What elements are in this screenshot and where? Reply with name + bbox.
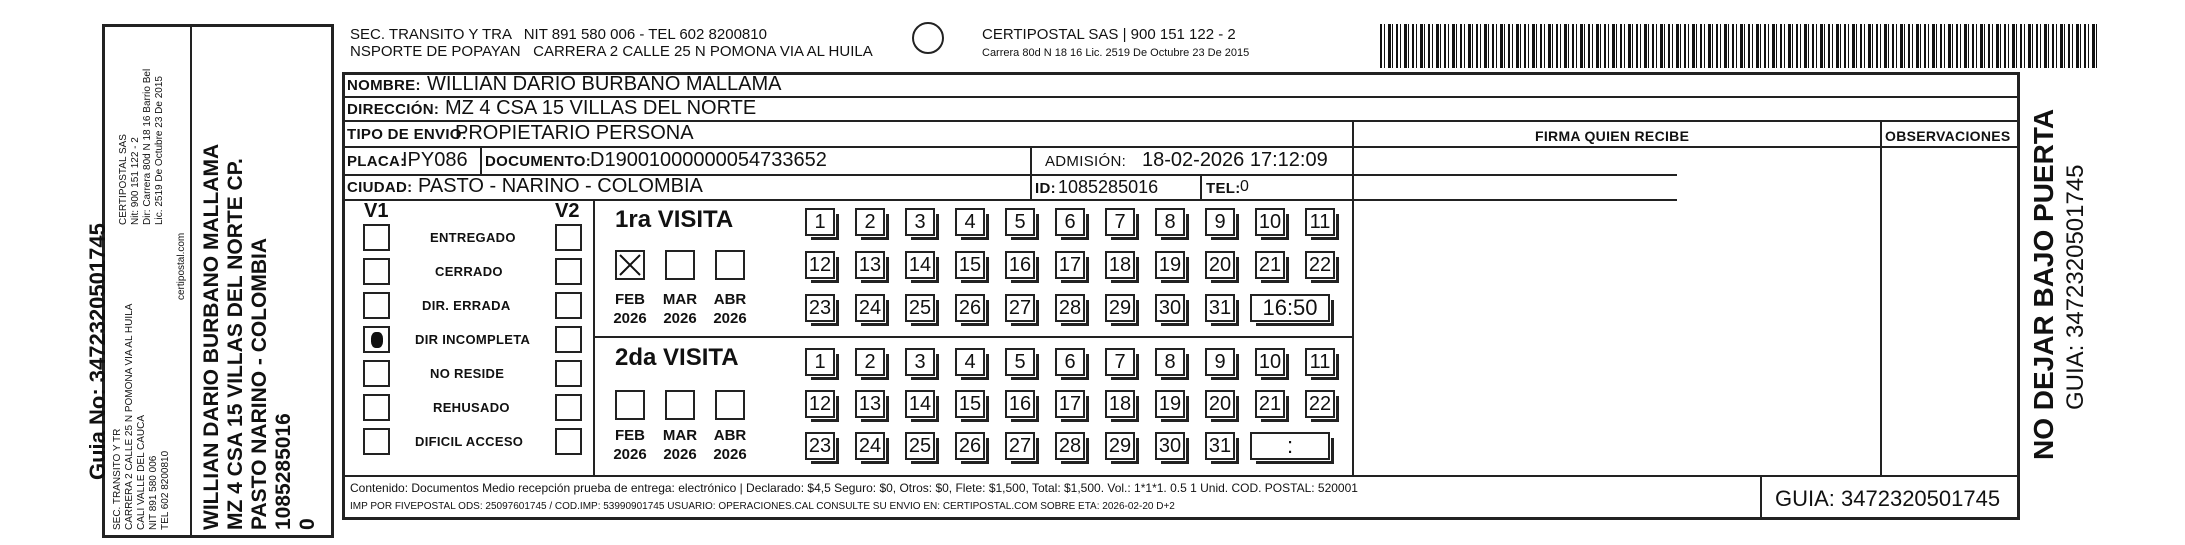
- visit1-day-12[interactable]: 12: [805, 251, 835, 279]
- visit1-day-1[interactable]: 1: [805, 208, 835, 236]
- visit2-day-13[interactable]: 13: [855, 390, 885, 418]
- row-line: [1352, 146, 2020, 148]
- status-dir-incompleta: DIR INCOMPLETA: [415, 332, 531, 347]
- visit2-month-feb: FEB 2026: [613, 427, 647, 463]
- status-dificil-acceso: DIFICIL ACCESO: [415, 434, 524, 449]
- visit1-day-30[interactable]: 30: [1155, 294, 1185, 322]
- visit2-day-26[interactable]: 26: [955, 432, 985, 460]
- status-dir-errada: DIR. ERRADA: [422, 298, 511, 313]
- nombre-label: NOMBRE:: [347, 77, 421, 94]
- visit2-day-31[interactable]: 31: [1205, 432, 1235, 460]
- visit1-day-22[interactable]: 22: [1305, 251, 1335, 279]
- visit1-day-15[interactable]: 15: [955, 251, 985, 279]
- footer-contenido: Contenido: Documentos Medio recepción prueba de entrega: electrónico | Declarado: $4,5 Seguro: $0, Otros: $0, Flete: $1,500, Total: $1,500. Vol.: 1*1*1. 0.5 1 Unid. COD. POSTAL: 520001: [350, 481, 1358, 495]
- visit1-month-mar: MAR 2026: [662, 291, 698, 327]
- visit1-day-19[interactable]: 19: [1155, 251, 1185, 279]
- col-line: [480, 146, 482, 174]
- placa-label: PLACA:: [347, 153, 406, 170]
- left-stub-divider: [190, 24, 192, 538]
- visit2-day-7[interactable]: 7: [1105, 348, 1135, 376]
- id-label: ID:: [1035, 180, 1056, 197]
- visit2-day-16[interactable]: 16: [1005, 390, 1035, 418]
- status-cerrado: CERRADO: [435, 264, 503, 279]
- footer-impresion: IMP POR FIVEPOSTAL ODS: 25097601745 / COD.IMP: 53990901745 USUARIO: OPERACIONES.CAL CONSULTE SU ENVIO EN: CERTIPOSTAL.COM SOBRE ETA: 2026-02-20 D+2: [350, 501, 1175, 512]
- visit2-day-8[interactable]: 8: [1155, 348, 1185, 376]
- checkbox-mark-icon: [371, 332, 383, 348]
- visit2-day-27[interactable]: 27: [1005, 432, 1035, 460]
- visit2-day-28[interactable]: 28: [1055, 432, 1085, 460]
- visit1-day-14[interactable]: 14: [905, 251, 935, 279]
- visit2-day-20[interactable]: 20: [1205, 390, 1235, 418]
- tel-value: 0: [1240, 178, 1249, 195]
- visit2-day-23[interactable]: 23: [805, 432, 835, 460]
- cross-mark-icon: [617, 252, 643, 278]
- visit1-day-11[interactable]: 11: [1305, 208, 1335, 236]
- visit2-day-4[interactable]: 4: [955, 348, 985, 376]
- visit2-day-30[interactable]: 30: [1155, 432, 1185, 460]
- visit1-day-5[interactable]: 5: [1005, 208, 1035, 236]
- visit2-day-14[interactable]: 14: [905, 390, 935, 418]
- visit1-day-29[interactable]: 29: [1105, 294, 1135, 322]
- visit1-day-18[interactable]: 18: [1105, 251, 1135, 279]
- visit1-day-6[interactable]: 6: [1055, 208, 1085, 236]
- status-no-reside: NO RESIDE: [430, 366, 505, 381]
- stub-carrier-web: certipostal.com: [176, 232, 187, 300]
- visit1-day-20[interactable]: 20: [1205, 251, 1235, 279]
- visit1-day-31[interactable]: 31: [1205, 294, 1235, 322]
- right-stub-guia: GUIA: 3472320501745: [2062, 164, 2089, 410]
- visit2-day-5[interactable]: 5: [1005, 348, 1035, 376]
- no-dejar-bajo-puerta: NO DEJAR BAJO PUERTA: [2028, 108, 2059, 460]
- visit1-day-13[interactable]: 13: [855, 251, 885, 279]
- visit1-day-9[interactable]: 9: [1205, 208, 1235, 236]
- id-value: 1085285016: [1058, 177, 1159, 197]
- visit2-day-12[interactable]: 12: [805, 390, 835, 418]
- v2-checkbox-rehusado[interactable]: [555, 394, 582, 421]
- col-line: [1880, 120, 1882, 475]
- sender-header: SEC. TRANSITO Y TRA NIT 891 580 006 - TEL 602 8200810 NSPORTE DE POPAYAN CARRERA 2 CALLE 25 N POMONA VIA AL HUILA: [350, 26, 873, 60]
- visit2-day-24[interactable]: 24: [855, 432, 885, 460]
- v2-checkbox-no-reside[interactable]: [555, 360, 582, 387]
- v2-checkbox-dificil-acceso[interactable]: [555, 428, 582, 455]
- direccion-value: MZ 4 CSA 15 VILLAS DEL NORTE: [445, 97, 757, 119]
- direccion-label: DIRECCIÓN:: [347, 101, 440, 118]
- visit1-day-21[interactable]: 21: [1255, 251, 1285, 279]
- visit2-day-9[interactable]: 9: [1205, 348, 1235, 376]
- visit2-day-29[interactable]: 29: [1105, 432, 1135, 460]
- status-rehusado: REHUSADO: [433, 400, 510, 415]
- v1-checkbox-no-reside[interactable]: [363, 360, 390, 387]
- stub-carrier: CERTIPOSTAL SAS Nit: 900 151 122 - 2 Dir: Carrera 80d N 18 16 Barrio Bel Lic. 2519 De Octubre 23 De 2015: [118, 68, 165, 225]
- ciudad-value: PASTO - NARINO - COLOMBIA: [418, 175, 703, 197]
- v2-checkbox-cerrado[interactable]: [555, 258, 582, 285]
- col-line: [1200, 174, 1202, 199]
- first-visit-label: 1ra VISITA: [615, 206, 734, 233]
- stub-guia-label: Guia No: 3472320501745: [85, 223, 110, 480]
- visit2-month-feb-box[interactable]: [615, 390, 645, 420]
- row-line: [342, 199, 1677, 201]
- v1-checkbox-cerrado[interactable]: [363, 258, 390, 285]
- visit2-day-19[interactable]: 19: [1155, 390, 1185, 418]
- visit1-day-16[interactable]: 16: [1005, 251, 1035, 279]
- admision-value: 18-02-2026 17:12:09: [1142, 149, 1328, 171]
- observaciones-label: OBSERVACIONES: [1885, 128, 2011, 144]
- stub-sender: SEC. TRANSITO Y TR CARRERA 2 CALLE 25 N POMONA VIA AL HUILA CALI VALLE DEL CAUCA NIT 891 580 006 TEL 602 8200810: [112, 303, 171, 530]
- visit2-day-6[interactable]: 6: [1055, 348, 1085, 376]
- tipo-value: PROPIETARIO PERSONA: [455, 122, 694, 144]
- documento-label: DOCUMENTO:: [485, 153, 592, 170]
- firma-label: FIRMA QUIEN RECIBE: [1535, 128, 1690, 144]
- visit1-day-3[interactable]: 3: [905, 208, 935, 236]
- visit2-day-15[interactable]: 15: [955, 390, 985, 418]
- col-line: [1030, 146, 1032, 199]
- visit1-day-25[interactable]: 25: [905, 294, 935, 322]
- visit1-time-box[interactable]: 16:50: [1250, 294, 1330, 322]
- visit1-day-7[interactable]: 7: [1105, 208, 1135, 236]
- visit1-day-28[interactable]: 28: [1055, 294, 1085, 322]
- visit2-day-18[interactable]: 18: [1105, 390, 1135, 418]
- visit2-time-box[interactable]: :: [1250, 432, 1330, 460]
- ciudad-label: CIUDAD:: [347, 179, 413, 196]
- stub-recipient: WILLIAN DARIO BURBANO MALLAMA MZ 4 CSA 15 VILLAS DEL NORTE CP. PASTO NARINO - COLOMBIA 1085285016 0: [200, 143, 319, 530]
- visit1-day-10[interactable]: 10: [1255, 208, 1285, 236]
- tipo-label: TIPO DE ENVIO:: [347, 126, 468, 143]
- v2-checkbox-entregado[interactable]: [555, 224, 582, 251]
- carrier-logo-icon: [912, 22, 944, 54]
- carrier-header: CERTIPOSTAL SAS | 900 151 122 - 2 Carrera 80d N 18 16 Lic. 2519 De Octubre 23 De 2015: [982, 26, 1250, 59]
- footer-guia: GUIA: 3472320501745: [1775, 486, 2001, 511]
- visit1-month-abr: ABR 2026: [713, 291, 747, 327]
- visit2-day-17[interactable]: 17: [1055, 390, 1085, 418]
- barcode: [1380, 24, 2100, 68]
- status-entregado: ENTREGADO: [430, 230, 516, 245]
- visit2-day-10[interactable]: 10: [1255, 348, 1285, 376]
- v1-checkbox-dir-errada[interactable]: [363, 292, 390, 319]
- visit2-month-mar-box[interactable]: [665, 390, 695, 420]
- v2-label: V2: [555, 200, 580, 222]
- visit1-day-26[interactable]: 26: [955, 294, 985, 322]
- visit2-month-abr: ABR 2026: [713, 427, 747, 463]
- visit1-month-abr-box[interactable]: [715, 250, 745, 280]
- placa-value: IPY086: [402, 149, 468, 171]
- second-visit-label: 2da VISITA: [615, 344, 739, 371]
- col-line: [1352, 120, 1354, 475]
- v2-checkbox-dir-incompleta[interactable]: [555, 326, 582, 353]
- visit-divider: [595, 336, 1352, 338]
- admision-label: ADMISIÓN:: [1045, 153, 1127, 170]
- visit1-day-27[interactable]: 27: [1005, 294, 1035, 322]
- visit2-day-25[interactable]: 25: [905, 432, 935, 460]
- v1-checkbox-rehusado[interactable]: [363, 394, 390, 421]
- visit1-day-24[interactable]: 24: [855, 294, 885, 322]
- nombre-value: WILLIAN DARIO BURBANO MALLAMA: [427, 73, 782, 95]
- visit2-month-abr-box[interactable]: [715, 390, 745, 420]
- visit1-day-17[interactable]: 17: [1055, 251, 1085, 279]
- visit2-day-3[interactable]: 3: [905, 348, 935, 376]
- visit2-month-mar: MAR 2026: [662, 427, 698, 463]
- visit2-day-22[interactable]: 22: [1305, 390, 1335, 418]
- row-line: [342, 475, 2020, 477]
- col-line: [1760, 475, 1762, 520]
- v2-checkbox-dir-errada[interactable]: [555, 292, 582, 319]
- v1-checkbox-entregado[interactable]: [363, 224, 390, 251]
- tel-label: TEL:: [1206, 180, 1241, 197]
- visit1-month-feb: FEB 2026: [613, 291, 647, 327]
- visit2-day-1[interactable]: 1: [805, 348, 835, 376]
- v1-label: V1: [364, 200, 389, 222]
- visit1-day-4[interactable]: 4: [955, 208, 985, 236]
- visit1-month-mar-box[interactable]: [665, 250, 695, 280]
- visit1-month-feb-box[interactable]: [615, 250, 645, 280]
- visit1-day-23[interactable]: 23: [805, 294, 835, 322]
- visit1-day-8[interactable]: 8: [1155, 208, 1185, 236]
- visit1-day-2[interactable]: 2: [855, 208, 885, 236]
- visit2-day-2[interactable]: 2: [855, 348, 885, 376]
- v1-checkbox-dir-incompleta[interactable]: [363, 326, 390, 353]
- documento-value: D19001000000054733652: [590, 149, 827, 171]
- visit2-day-21[interactable]: 21: [1255, 390, 1285, 418]
- v1-checkbox-dificil-acceso[interactable]: [363, 428, 390, 455]
- visit2-day-11[interactable]: 11: [1305, 348, 1335, 376]
